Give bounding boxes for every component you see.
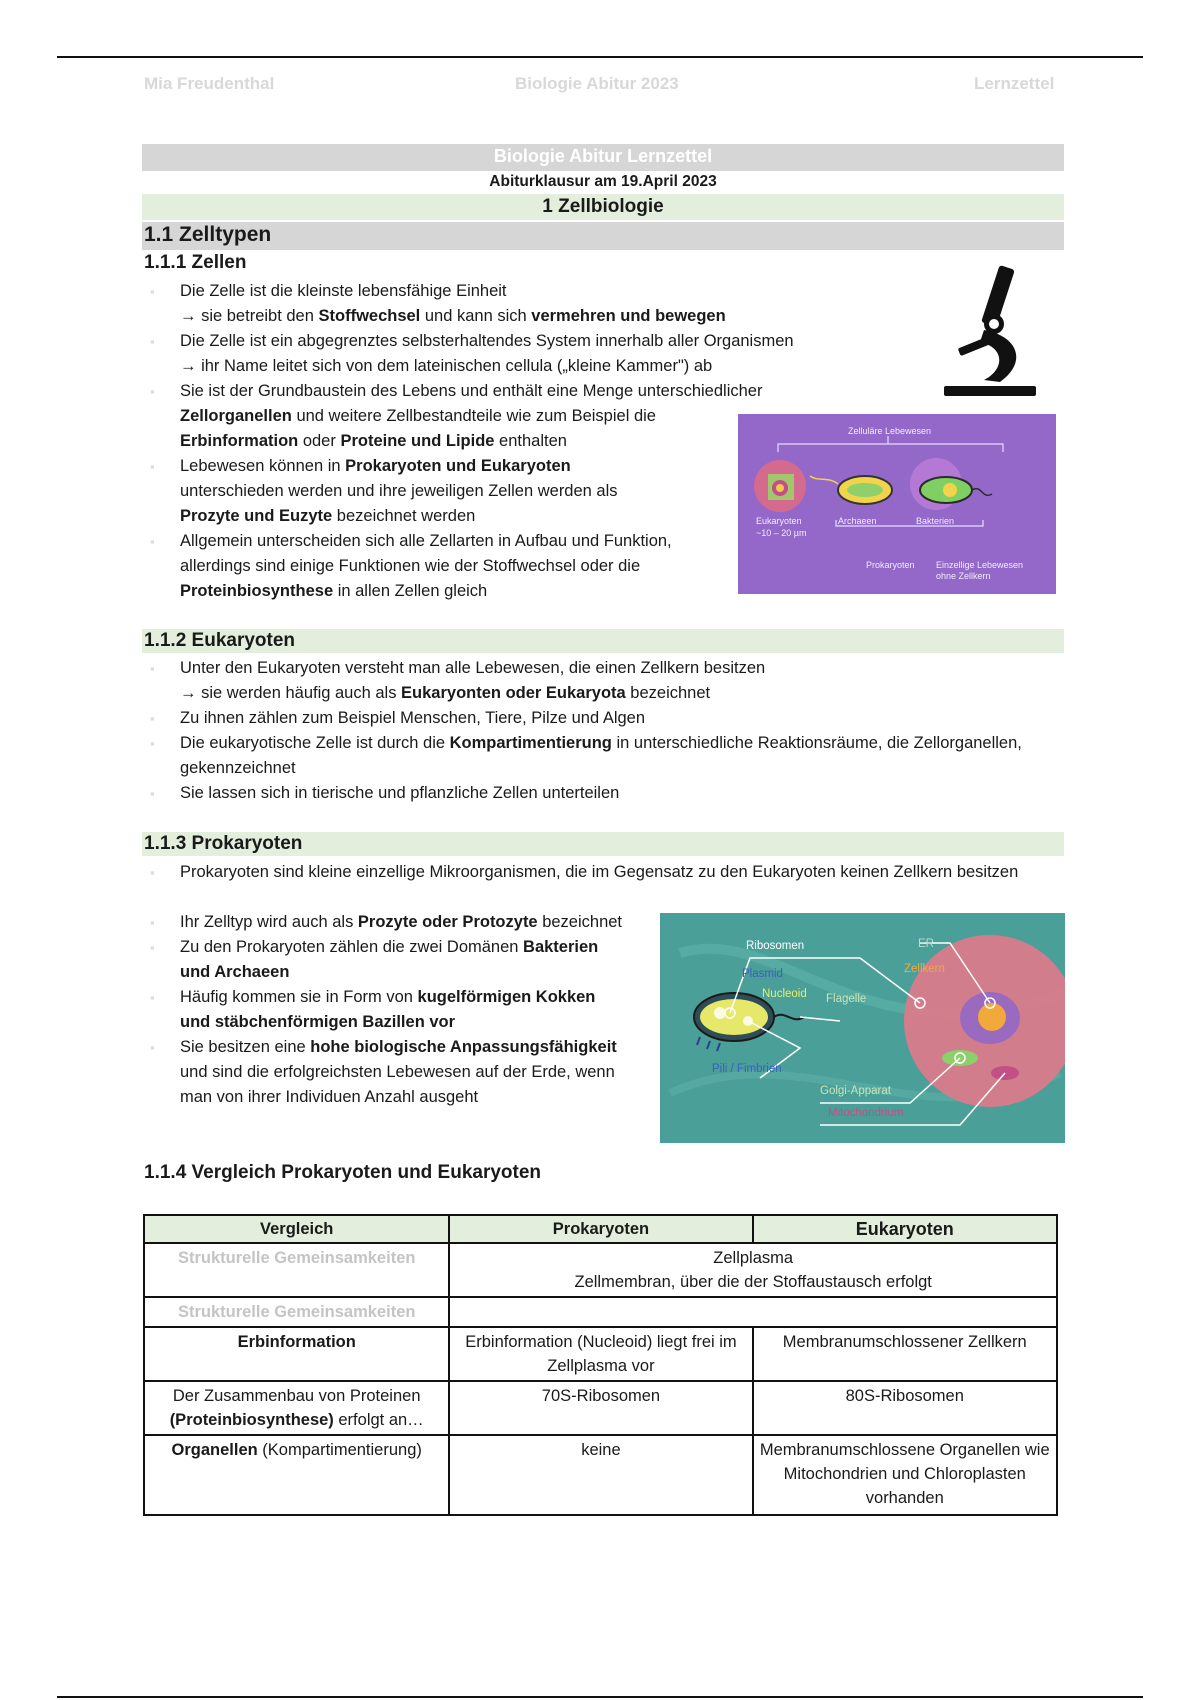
table-cell: Membranumschlossene Organellen wie Mitochondrien und Chloroplasten vorhanden bbox=[753, 1435, 1057, 1515]
prokaryoten-list bbox=[150, 910, 630, 1110]
list-item: ▪ Lebewesen können in Prokaryoten und Eukaryoten unterschieden werden und ihre jeweiligen Zellen werden als Prozyte und Euzyte bezeichnet werden bbox=[150, 454, 690, 529]
table-cell: Erbinformation (Nucleoid) liegt frei im Zellplasma vor bbox=[449, 1327, 752, 1381]
section-1-1-4-title: 1.1.4 Vergleich Prokaryoten und Eukaryoten bbox=[144, 1162, 542, 1183]
list-item: ▪ Die eukaryotische Zelle ist durch die Kompartimentierung in unterschiedliche Reaktionsräume, die Zellorganellen, gekennzeichnet bbox=[150, 731, 1030, 781]
chapter-title: 1 Zellbiologie bbox=[542, 196, 664, 217]
list-item: ▪ Prokaryoten sind kleine einzellige Mikroorganismen, die im Gegensatz zu den Eukaryoten keinen Zellkern besitzen bbox=[150, 860, 1060, 885]
fig1-note-1: Einzellige Lebewesen bbox=[936, 560, 1024, 570]
table-cell: Strukturelle Gemeinsamkeiten bbox=[144, 1297, 449, 1327]
table-cell: Organellen (Kompartimentierung) bbox=[144, 1435, 449, 1515]
list-item: ▪ Sie besitzen eine hohe biologische Anpassungsfähigkeit und sind die erfolgreichsten Lebewesen auf der Erde, wenn man von ihrer Individuen Anzahl ausgeht bbox=[150, 1035, 630, 1110]
figure-cell-comparison bbox=[660, 913, 1065, 1143]
table-header-cell: Vergleich bbox=[144, 1215, 449, 1243]
table-cell: Der Zusammenbau von Proteinen (Proteinbiosynthese) erfolgt an… bbox=[144, 1381, 449, 1435]
list-item: ▪ Zu den Prokaryoten zählen die zwei Domänen Bakterien und Archaeen bbox=[150, 935, 630, 985]
fig2-label-nucleoid: Nucleoid bbox=[762, 988, 807, 1000]
list-item: ▪ Allgemein unterscheiden sich alle Zellarten in Aufbau und Funktion, allerdings sind einige Funktionen wie der Stoffwechsel oder die Proteinbiosynthese in allen Zellen gleich bbox=[150, 529, 700, 604]
table-row bbox=[144, 1297, 1057, 1327]
fig1-label-archaeen: Archaeen bbox=[838, 516, 877, 526]
section-1-1-2-title: 1.1.2 Eukaryoten bbox=[144, 630, 296, 651]
fig1-label-size: ~10 – 20 µm bbox=[756, 528, 807, 538]
table-header-row bbox=[144, 1215, 1057, 1243]
section-1-1-1-title: 1.1.1 Zellen bbox=[144, 252, 247, 273]
table-cell: 80S-Ribosomen bbox=[753, 1381, 1057, 1435]
table-row bbox=[144, 1327, 1057, 1381]
fig1-note-2: ohne Zellkern bbox=[936, 571, 991, 581]
table-cell: keine bbox=[449, 1435, 752, 1515]
fig1-label-bakterien: Bakterien bbox=[916, 516, 955, 526]
fig1-label-prokaryoten: Prokaryoten bbox=[866, 560, 915, 570]
section-1-1-bar bbox=[142, 222, 1064, 250]
section-1-1-3-title: 1.1.3 Prokaryoten bbox=[144, 833, 303, 854]
fig2-label-pili: Pili / Fimbrien bbox=[712, 1063, 782, 1075]
list-item: ▪ Die Zelle ist ein abgegrenztes selbsterhaltendes System innerhalb aller Organismen → ihr Name leitet sich von dem lateinischen cellula („kleine Kammer") ab bbox=[150, 329, 1000, 379]
list-item: ▪ Zu ihnen zählen zum Beispiel Menschen, Tiere, Pilze und Algen bbox=[150, 706, 1030, 731]
exam-date: Abiturklausur am 19.April 2023 bbox=[489, 173, 717, 190]
table-cell: Membranumschlossener Zellkern bbox=[753, 1327, 1057, 1381]
table-cell: 70S-Ribosomen bbox=[449, 1381, 752, 1435]
fig2-label-er: ER bbox=[918, 938, 934, 950]
fig2-label-flagelle: Flagelle bbox=[826, 993, 867, 1005]
table-cell: Zellplasma Zellmembran, über die der Stoffaustausch erfolgt bbox=[449, 1243, 1057, 1297]
section-1-1-title: 1.1 Zelltypen bbox=[144, 223, 272, 246]
eukaryoten-list bbox=[150, 656, 1030, 806]
doc-title: Biologie Abitur Lernzettel bbox=[493, 146, 713, 166]
list-item: ▪ Sie ist der Grundbaustein des Lebens und enthält eine Menge unterschiedlicher Zellorganellen und weitere Zellbestandteile wie zum Beispiel die Erbinformation oder Proteine und Lipide enthalten bbox=[150, 379, 900, 454]
table-row bbox=[144, 1381, 1057, 1435]
table-cell: Strukturelle Gemeinsamkeiten bbox=[144, 1243, 449, 1297]
table-header-cell: Prokaryoten bbox=[449, 1215, 752, 1243]
fig2-label-plasmid: Plasmid bbox=[742, 968, 783, 980]
list-item: ▪ Unter den Eukaryoten versteht man alle Lebewesen, die einen Zellkern besitzen → sie werden häufig auch als Eukaryonten oder Eukaryota bezeichnet bbox=[150, 656, 1030, 706]
header-subject: Biologie Abitur 2023 bbox=[515, 74, 679, 93]
table-row bbox=[144, 1243, 1057, 1297]
header-type: Lernzettel bbox=[974, 74, 1055, 93]
fig2-label-zellkern: Zellkern bbox=[904, 963, 945, 975]
fig2-label-golgi: Golgi-Apparat bbox=[820, 1085, 891, 1097]
list-item: ▪ Sie lassen sich in tierische und pflanzliche Zellen unterteilen bbox=[150, 781, 1030, 806]
prokaryoten-list-top bbox=[150, 860, 1060, 885]
table-cell bbox=[449, 1297, 1057, 1327]
list-item: ▪ Ihr Zelltyp wird auch als Prozyte oder Protozyte bezeichnet bbox=[150, 910, 630, 935]
microscope-icon bbox=[940, 262, 1040, 398]
top-rule bbox=[57, 56, 1143, 58]
fig2-label-ribosomen: Ribosomen bbox=[746, 940, 805, 952]
table-header-cell: Eukaryoten bbox=[753, 1215, 1057, 1243]
list-item: ▪ Die Zelle ist die kleinste lebensfähige Einheit → sie betreibt den Stoffwechsel und kann sich vermehren und bewegen bbox=[150, 279, 1000, 329]
comparison-table bbox=[143, 1214, 1058, 1516]
list-item: ▪ Häufig kommen sie in Form von kugelförmigen Kokken und stäbchenförmigen Bazillen vor bbox=[150, 985, 630, 1035]
figure-cell-types bbox=[738, 414, 1056, 594]
fig1-label-eukaryoten: Eukaryoten bbox=[756, 516, 802, 526]
table-row bbox=[144, 1435, 1057, 1515]
fig2-label-mito: Mitochondrium bbox=[828, 1107, 904, 1119]
table-cell: Erbinformation bbox=[144, 1327, 449, 1381]
header-author: Mia Freudenthal bbox=[144, 74, 275, 93]
bottom-rule bbox=[57, 1696, 1143, 1698]
fig1-title: Zelluläre Lebewesen bbox=[848, 426, 932, 436]
